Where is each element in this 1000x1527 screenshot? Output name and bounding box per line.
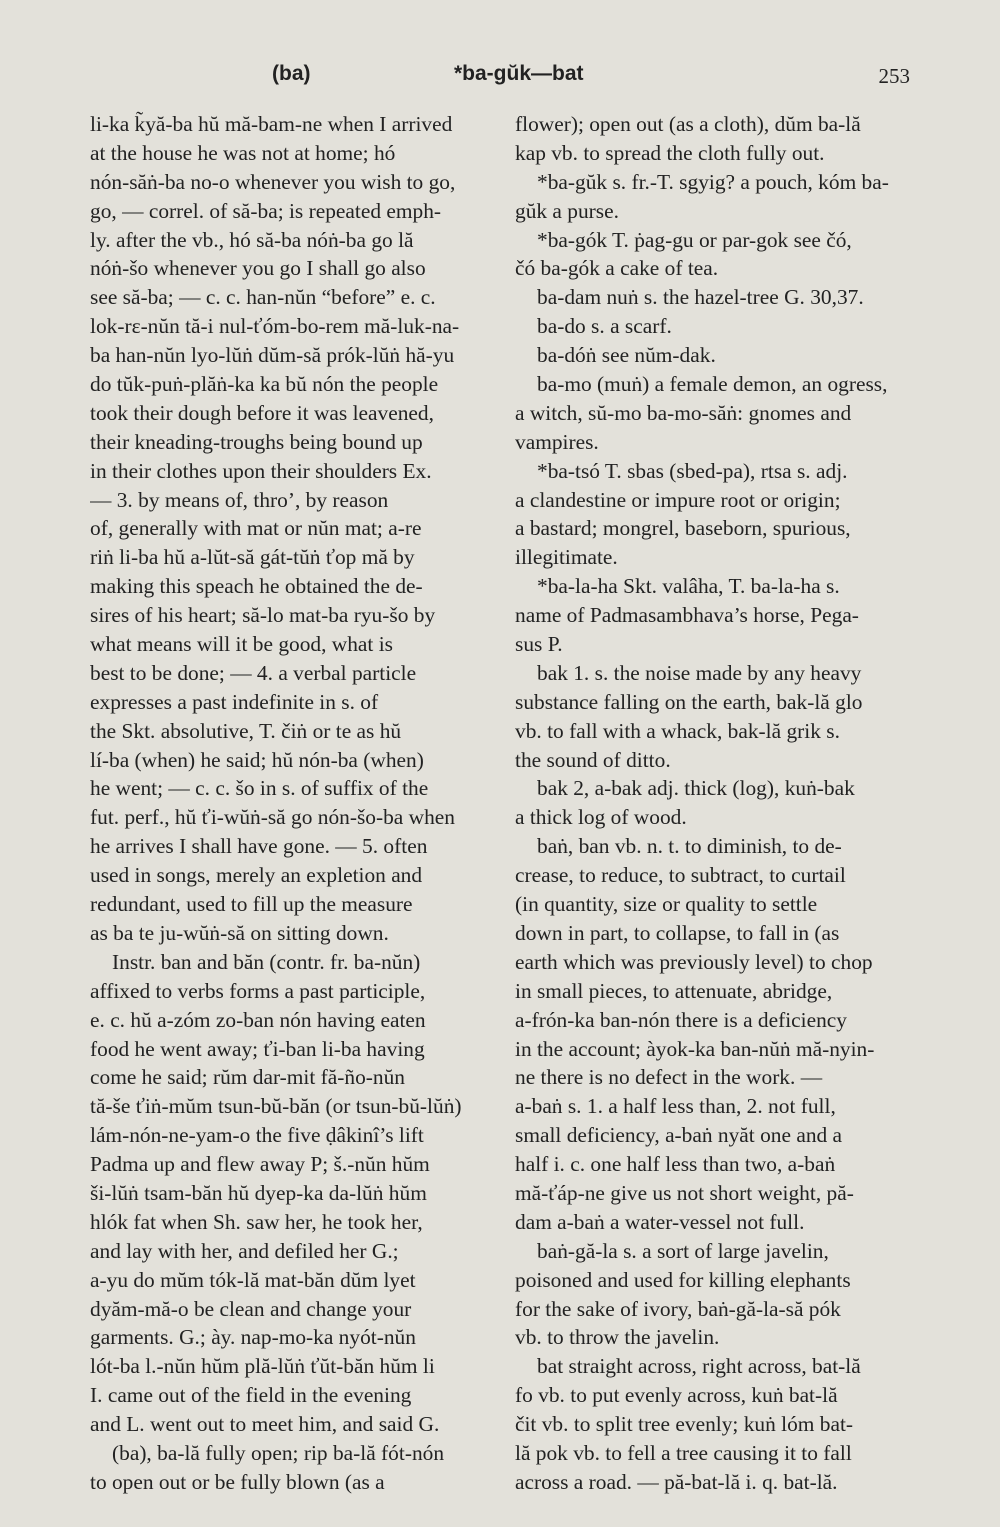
text-line: a-frón-ka ban-nón there is a deficiency (515, 1007, 847, 1032)
text-line: tă-še ťiṅ-mŭm tsun-bŭ-băn (or tsun-bŭ-lŭṅ) (90, 1094, 462, 1119)
text-line: dam a-baṅ a water-vessel not full. (515, 1209, 805, 1234)
text-line: kap vb. to spread the cloth fully out. (515, 140, 825, 165)
left-column (90, 110, 497, 1497)
text-line: bak 1. s. the noise made by any heavy (537, 660, 862, 685)
text-line: a clandestine or impure root or origin; (515, 487, 841, 512)
text-line: Padma up and flew away P; š.-nŭn hŭm (90, 1152, 430, 1177)
text-line: bak 2, a-bak adj. thick (log), kuṅ-bak (537, 776, 855, 801)
text-line: ne there is no defect in the work. — (515, 1065, 823, 1090)
text-line: redundant, used to fill up the measure (90, 892, 413, 917)
text-line: across a road. — pă-bat-lă i. q. bat-lă. (515, 1469, 838, 1494)
text-line: čó ba-gók a cake of tea. (515, 256, 719, 281)
page-header (90, 62, 910, 96)
text-line: vb. to fall with a whack, bak-lă grik s. (515, 718, 840, 743)
text-line: small deficiency, a-baṅ nyăt one and a (515, 1123, 843, 1148)
text-line: garments. G.; ày. nap-mo-ka nyót-nŭn (90, 1325, 416, 1350)
text-line: lok-rε-nŭn tă-i nul-ťóm-bo-rem mă-luk-na- (90, 314, 460, 339)
text-line: mă-ťáp-ne give us not short weight, pă- (515, 1180, 854, 1205)
text-line: go, — correl. of să-ba; is repeated emph- (90, 198, 442, 223)
text-line: in small pieces, to attenuate, abridge, (515, 978, 833, 1003)
text-line: poisoned and used for killing elephants (515, 1267, 851, 1292)
text-line: lí-ba (when) he said; hŭ nón-ba (when) (90, 747, 424, 772)
text-line: making this speach he obtained the de- (90, 574, 423, 599)
text-line: I. came out of the field in the evening (90, 1383, 412, 1408)
text-line: down in part, to collapse, to fall in (as (515, 920, 840, 945)
text-line: Instr. ban and băn (contr. fr. ba-nŭn) (112, 949, 421, 974)
text-line: best to be done; — 4. a verbal particle (90, 660, 417, 685)
text-line: name of Padmasambhava’s horse, Pega- (515, 603, 859, 628)
right-column (515, 110, 922, 1497)
text-line: hlók fat when Sh. saw her, he took her, (90, 1209, 423, 1234)
text-line: see să-ba; — c. c. han-nŭn “before” e. c. (90, 285, 436, 310)
text-line: come he said; rŭm dar-mit fă-ño-nŭn (90, 1065, 405, 1090)
text-line: bat straight across, right across, bat-lă (537, 1354, 861, 1379)
text-line: of, generally with mat or nŭn mat; a-re (90, 516, 422, 541)
text-line: illegitimate. (515, 545, 618, 570)
text-line: a thick log of wood. (515, 805, 687, 830)
text-line: flower); open out (as a cloth), dŭm ba-lă (515, 112, 861, 136)
text-line: a-baṅ s. 1. a half less than, 2. not full, (515, 1094, 836, 1119)
text-line: substance falling on the earth, bak-lă glo (515, 689, 863, 714)
text-line: čit vb. to split tree evenly; kuṅ lóm bat- (515, 1412, 854, 1437)
text-line: vb. to throw the javelin. (515, 1325, 720, 1350)
text-line: a-yu do mŭm tók-lă mat-băn dŭm lyet (90, 1267, 416, 1292)
text-line: ba-dóṅ see nŭm-dak. (537, 343, 716, 368)
text-line: *ba-gók T. ṗag-gu or par-gok see čó, (537, 227, 852, 252)
text-line: and lay with her, and defiled her G.; (90, 1238, 399, 1263)
text-line: what means will it be good, what is (90, 632, 393, 657)
text-line: in their clothes upon their shoulders Ex. (90, 458, 432, 483)
text-line: used in songs, merely an expletion and (90, 863, 423, 888)
text-line: he went; — c. c. šo in s. of suffix of the (90, 776, 429, 801)
text-line: (ba), ba-lă fully open; rip ba-lă fót-nón (112, 1440, 445, 1465)
text-line: baṅ, ban vb. n. t. to diminish, to de- (537, 834, 842, 859)
text-line: crease, to reduce, to subtract, to curtail (515, 863, 846, 888)
text-line: *ba-gŭk s. fr.-T. sgyig? a pouch, kóm ba- (537, 169, 889, 194)
header-right-title: *ba-gŭk—bat (454, 62, 584, 85)
text-line: (in quantity, size or quality to settle (515, 892, 818, 917)
text-line: ly. after the vb., hó să-ba nóṅ-ba go lă (90, 227, 414, 252)
text-line: vampires. (515, 429, 599, 454)
text-line: food he went away; ťi-ban li-ba having (90, 1036, 425, 1061)
text-line: ba-mo (muṅ) a female demon, an ogress, (537, 372, 888, 397)
text-line: dyăm-mă-o be clean and change your (90, 1296, 412, 1321)
text-line: nóṅ-šo whenever you go I shall go also (90, 256, 426, 281)
text-line: to open out or be fully blown (as a (90, 1469, 385, 1494)
text-line: — 3. by means of, thro’, by reason (90, 487, 389, 512)
text-line: baṅ-gă-la s. a sort of large javelin, (537, 1238, 829, 1263)
text-line: li-ka k̃yă-ba hŭ mă-bam-ne when I arrived (90, 112, 453, 136)
text-line: sus P. (515, 632, 563, 657)
text-line: expresses a past indefinite in s. of (90, 689, 379, 714)
text-line: a bastard; mongrel, baseborn, spurious, (515, 516, 851, 541)
text-line: lă pok vb. to fell a tree causing it to fall (515, 1440, 852, 1465)
text-line: in the account; àyok-ka ban-nŭṅ mă-nyin- (515, 1036, 875, 1061)
text-line: he arrives I shall have gone. — 5. often (90, 834, 428, 859)
text-line: for the sake of ivory, baṅ-gă-la-să pók (515, 1296, 841, 1321)
text-line: lót-ba l.-nŭn hŭm plă-lŭṅ ťŭt-băn hŭm li (90, 1354, 435, 1379)
text-line: *ba-tsó T. sbas (sbed-pa), rtsa s. adj. (537, 458, 848, 483)
text-line: do tŭk-puṅ-plăṅ-ka ka bŭ nón the people (90, 372, 439, 397)
text-line: lám-nón-ne-yam-o the five ḍâkinî’s lift (90, 1123, 424, 1148)
text-line: *ba-la-ha Skt. valâha, T. ba-la-ha s. (537, 574, 840, 599)
text-line: took their dough before it was leavened, (90, 400, 434, 425)
text-line: ši-lŭṅ tsam-băn hŭ dyep-ka da-lŭṅ hŭm (90, 1180, 427, 1205)
text-line: as ba te ju-wŭṅ-să on sitting down. (90, 920, 389, 945)
header-left-title: (ba) (272, 62, 311, 85)
text-line: fut. perf., hŭ ťi-wŭṅ-să go nón-šo-ba when (90, 805, 455, 830)
text-line: at the house he was not at home; hó (90, 140, 396, 165)
text-line: a witch, sŭ-mo ba-mo-săṅ: gnomes and (515, 400, 852, 425)
text-line: fo vb. to put evenly across, kuṅ bat-lă (515, 1383, 838, 1408)
text-line: e. c. hŭ a-zóm zo-ban nón having eaten (90, 1007, 426, 1032)
text-line: the sound of ditto. (515, 747, 671, 772)
text-line: ba-do s. a scarf. (537, 314, 672, 339)
text-line: ba-dam nuṅ s. the hazel-tree G. 30,37. (537, 285, 864, 310)
text-line: earth which was previously level) to chop (515, 949, 873, 974)
page-number: 253 (878, 64, 910, 88)
text-line: affixed to verbs forms a past participle, (90, 978, 426, 1003)
text-line: half i. c. one half less than two, a-baṅ (515, 1152, 836, 1177)
text-line: nón-săṅ-ba no-o whenever you wish to go, (90, 169, 456, 194)
text-line: their kneading-troughs being bound up (90, 429, 423, 454)
text-line: ba han-nŭn lyo-lŭṅ dŭm-să prók-lŭṅ hă-yu (90, 343, 455, 368)
text-line: riṅ li-ba hŭ a-lŭt-să gát-tŭṅ ťop mă by (90, 545, 415, 570)
text-line: gŭk a purse. (515, 198, 619, 223)
text-line: the Skt. absolutive, T. čiṅ or te as hŭ (90, 718, 402, 743)
text-line: and L. went out to meet him, and said G. (90, 1412, 440, 1437)
text-line: sires of his heart; să-lo mat-ba ryu-šo by (90, 603, 436, 628)
